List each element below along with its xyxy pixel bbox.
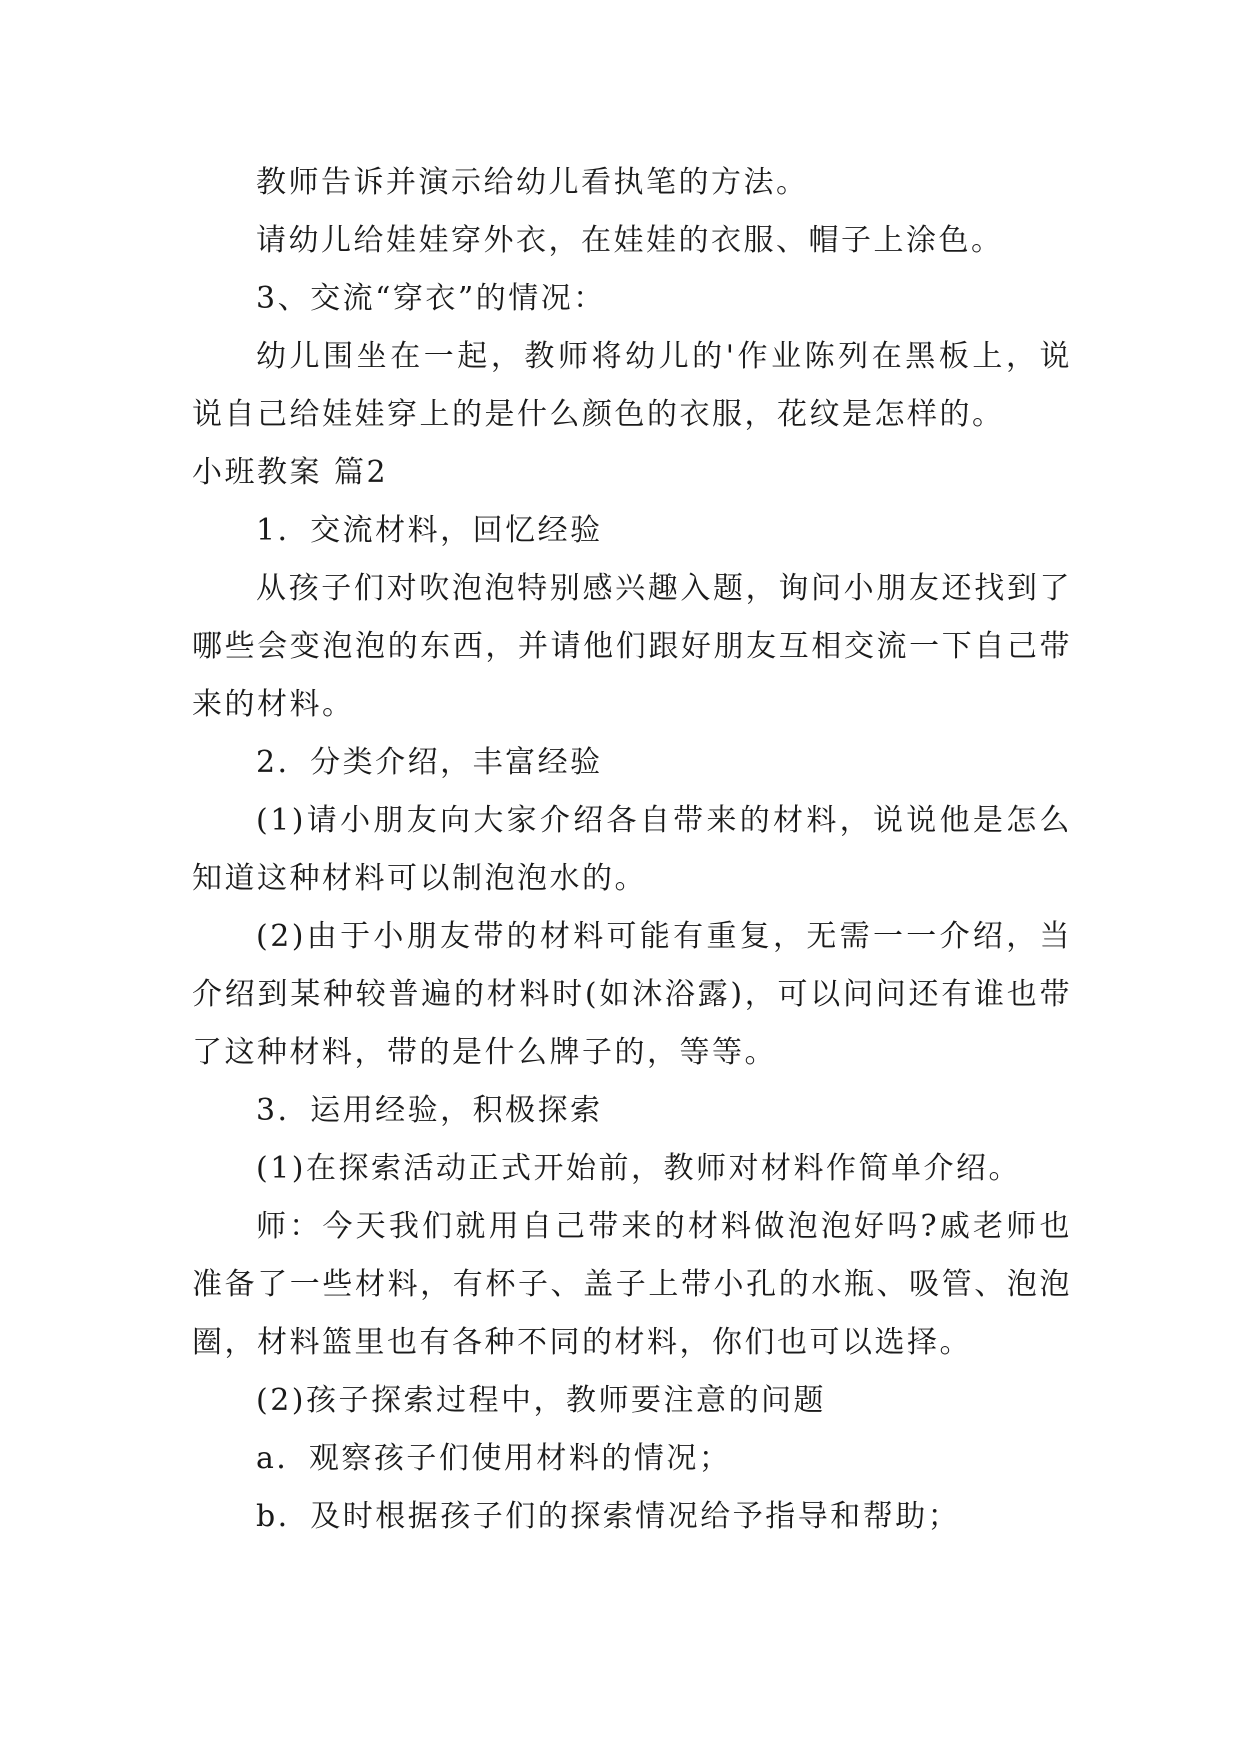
document-body	[192, 154, 1072, 1546]
paragraph: (2)由于小朋友带的材料可能有重复，无需一一介绍，当介绍到某种较普遍的材料时(如沐浴露)，可以问问还有谁也带了这种材料，带的是什么牌子的，等等。	[192, 919, 1072, 1070]
paragraph: (2)孩子探索过程中，教师要注意的问题	[256, 1383, 826, 1418]
paragraph: 3．运用经验，积极探索	[256, 1093, 603, 1128]
paragraph: 从孩子们对吹泡泡特别感兴趣入题，询问小朋友还找到了哪些会变泡泡的东西，并请他们跟好朋友互相交流一下自己带来的材料。	[192, 571, 1072, 722]
paragraph: (1)在探索活动正式开始前，教师对材料作简单介绍。	[256, 1151, 1021, 1186]
paragraph: 幼儿围坐在一起，教师将幼儿的'作业陈列在黑板上，说说自己给娃娃穿上的是什么颜色的衣服，花纹是怎样的。	[192, 339, 1072, 432]
paragraph: a．观察孩子们使用材料的情况；	[256, 1441, 732, 1476]
paragraph: 教师告诉并演示给幼儿看执笔的方法。	[256, 165, 809, 200]
paragraph: 师：今天我们就用自己带来的材料做泡泡好吗?戚老师也准备了一些材料，有杯子、盖子上带小孔的水瓶、吸管、泡泡圈，材料篮里也有各种不同的材料，你们也可以选择。	[192, 1209, 1072, 1360]
paragraph: 3、交流“穿衣”的情况：	[256, 281, 606, 316]
paragraph: 请幼儿给娃娃穿外衣，在娃娃的衣服、帽子上涂色。	[256, 223, 1004, 258]
paragraph: (1)请小朋友向大家介绍各自带来的材料，说说他是怎么知道这种材料可以制泡泡水的。	[192, 803, 1072, 896]
paragraph: b．及时根据孩子们的探索情况给予指导和帮助；	[256, 1499, 961, 1534]
paragraph: 1．交流材料，回忆经验	[256, 513, 603, 548]
section-heading: 小班教案 篇2	[192, 455, 389, 490]
paragraph: 2．分类介绍，丰富经验	[256, 745, 603, 780]
